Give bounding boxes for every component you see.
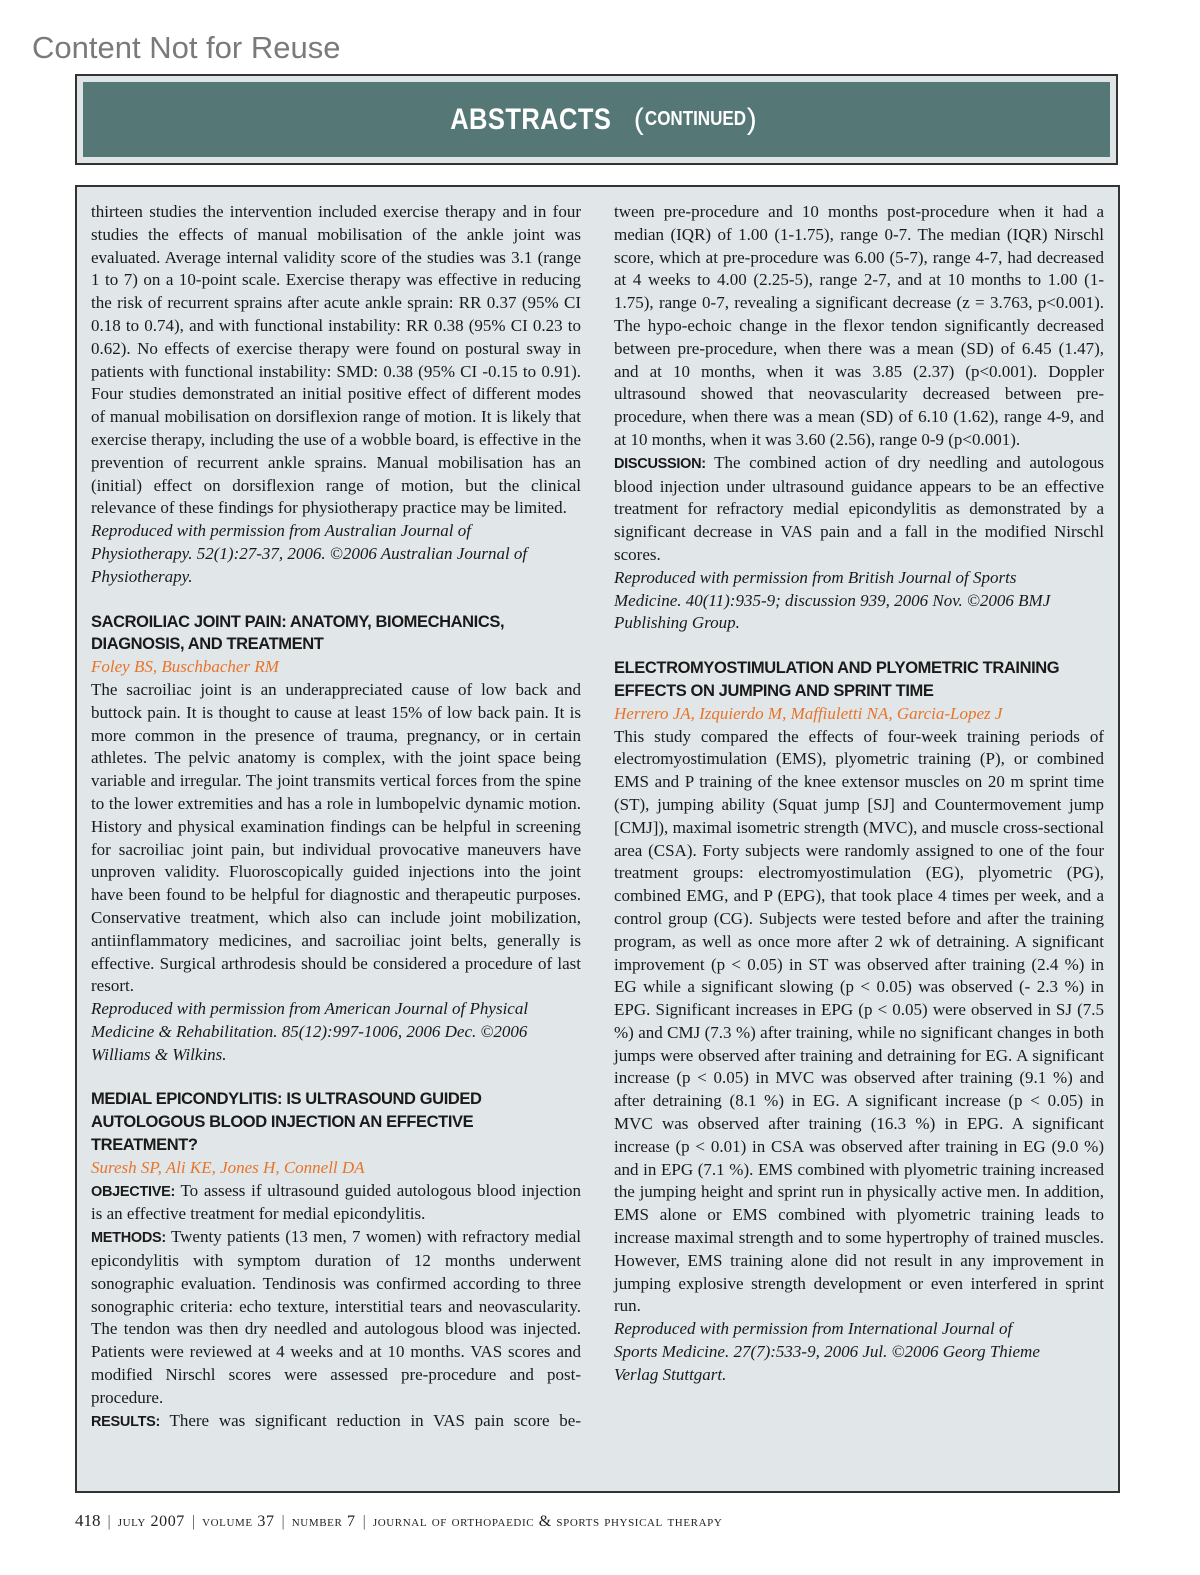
results-section — [91, 1410, 581, 1434]
issue-number: number 7 — [291, 1513, 356, 1530]
objective-section — [91, 1180, 581, 1227]
section-banner — [75, 74, 1118, 165]
citation: Reproduced with permission from Australian Journal of Physiotherapy. 52(1):27-37, 2006. ©2006 Australian Journal of Physiotherapy. — [91, 521, 528, 586]
article-sacroiliac — [91, 611, 581, 1067]
banner-title-text: ABSTRACTS — [450, 102, 612, 136]
article-body: The sacroiliac joint is an underappreciated cause of low back and buttock pain. It is thought to cause at least 15% of low back pain. It is more common in the presence of trauma, pregnancy, or in certain athletes. The pelvic anatomy is complex, with the joint space being variable and irregular. The joint transmits vertical forces from the spine to the lower extremities and has a role in lumbopelvic dynamic motion. History and physical examination findings can be helpful in screening for sacroiliac joint pain, but individual provocative maneuvers have unproven validity. Fluoroscopically guided injections into the joint have been found to be helpful for diagnostic and therapeutic purposes. Conservative treatment, which also can include joint mobilization, antiinflammatory medicines, and sacroiliac joint belts, generally is effective. Surgical arthrodesis should be considered a procedure of last resort. — [91, 679, 581, 996]
results-continued: tween pre-procedure and 10 months post-procedure when it had a median (IQR) of 1.00 (1-1.75), range 0-7. The median (IQR) Nirschl score, which at pre-procedure was 6.00 (5-7), range 4-7, had decreased at 4 weeks to 4.00 (2.25-5), range 2-7, and at 10 months to 1.00 (1-1.75), range 0-7, revealing a significant decrease (z = 3.763, p<0.001). The hypo-echoic change in the flexor tendon significantly decreased between pre-procedure, when there was a mean (SD) of 6.45 (1.47), and at 10 months, when it was 3.85 (2.37) (p<0.001). Doppler ultrasound showed that neovascularity decreased between pre-procedure, when there was a mean (SD) of 6.10 (1.62), range 4-9, and at 10 months, when it was 3.60 (2.56), range 0-9 (p<0.001). — [614, 202, 1104, 449]
results-label: RESULTS: — [91, 1413, 161, 1430]
methods-section — [91, 1226, 581, 1409]
citation: Reproduced with permission from International Journal of Sports Medicine. 27(7):533-9, 2006 Jul. ©2006 Georg Thieme Verlag Stuttgart. — [614, 1319, 1040, 1384]
methods-text: Twenty patients (13 men, 7 women) with refractory medial epicondylitis with symptom duration of 12 months underwent sonographic evaluation. Tendinosis was confirmed according to three sonographic criteria: echo texture, interstitial tears and neovascularity. The tendon was then dry needled and autologous blood was injected. Patients were reviewed at 4 weeks and at 10 months. VAS scores and modified Nirschl scores were assessed pre-procedure and post-procedure. — [91, 1227, 581, 1407]
volume: volume 37 — [202, 1513, 275, 1530]
journal-name: journal of orthopaedic & sports physical therapy — [372, 1513, 723, 1530]
article-authors: Suresh SP, Ali KE, Jones H, Connell DA — [91, 1157, 365, 1177]
article-title: ELECTROMYOSTIMULATION AND PLYOMETRIC TRAINING EFFECTS ON JUMPING AND SPRINT TIME — [614, 659, 1060, 700]
right-column — [614, 201, 1104, 1387]
issue-date: july 2007 — [117, 1513, 185, 1530]
continued-abstract-text: thirteen studies the intervention included exercise therapy and in four studies the effects of manual mobilisation of the ankle joint was evaluated. Average internal validity score of the studies was 3.1 (range 1 to 7) on a 10-point scale. Exercise therapy was effective in reducing the risk of recurrent sprains after acute ankle sprain: RR 0.37 (95% CI 0.18 to 0.74), and with functional instability: RR 0.38 (95% CI 0.23 to 0.62). No effects of exercise therapy were found on postural sway in patients with functional instability: SMD: 0.38 (95% CI -0.15 to 0.91). Four studies demonstrated an initial positive effect of different modes of manual mobilisation on dorsiflexion range of motion. It is likely that exercise therapy, including the use of a wobble board, is effective in the prevention of recurrent ankle sprains. Manual mobilisation has an (initial) effect on dorsiflexion range of motion, but the clinical relevance of these findings for physiotherapy practice may be limited. — [91, 202, 581, 518]
watermark: Content Not for Reuse — [32, 30, 341, 65]
abstracts-box — [75, 185, 1120, 1493]
discussion-label: DISCUSSION: — [614, 455, 706, 472]
methods-label: METHODS: — [91, 1230, 166, 1247]
discussion-section — [614, 452, 1104, 567]
discussion-text: The combined action of dry needling and autologous blood injection under ultrasound guidance appears to be an effective treatment for refractory medial epicondylitis as demonstrated by a significant decrease in VAS pain and a fall in the modified Nirschl scores. — [614, 452, 1104, 564]
article-body: This study compared the effects of four-week training periods of electromyostimulation (EMS), plyometric training (P), or combined EMS and P training of the knee extensor muscles on 20 m sprint time (ST), jumping ability (Squat jump [SJ] and Countermovement jump [CMJ]), maximal isometric strength (MVC), and muscle cross-sectional area (CSA). Forty subjects were randomly assigned to one of the four treatment groups: electromyostimulation (EG), plyometric (PG), combined EMG, and P (EPG), that took place 4 times per week, and a control group (CG). Subjects were tested before and after the training program, as well as once more after 2 wk of detraining. A significant improvement (p < 0.05) in ST was observed after training (2.4 %) in EG while a significant slowing (p < 0.05) was observed (- 2.3 %) in EPG. Significant increases in EPG (p < 0.05) were observed in SJ (7.5 %) and CMJ (7.3 %) after training, while no significant changes in both jumps were observed after training and detraining for EG. A significant increase (p < 0.05) in MVC was observed after training (9.1 %) and after detraining (8.1 %) in EG. A significant increase (p < 0.05) in MVC was observed after training (16.3 %) in EPG. A significant increase (p < 0.01) in CSA was observed after training in EG (9.0 %) and in EPG (7.1 %). EMS combined with plyometric training increased the jumping height and sprint run in physically active men. In addition, EMS alone or EMS combined with plyometric training leads to increase maximal strength and to some hypertrophy of trained muscles. However, EMS training alone did not result in any improvement in jumping explosive strength development or even interfered in sprint run. — [614, 726, 1104, 1316]
objective-text: To assess if ultrasound guided autologous blood injection is an effective treatment for medial epicondylitis. — [91, 1180, 581, 1224]
page-number: 418 — [75, 1511, 101, 1530]
article-authors: Foley BS, Buschbacher RM — [91, 657, 279, 677]
objective-label: OBJECTIVE: — [91, 1183, 176, 1200]
banner-title: ABSTRACTS ( CONTINUED ) — [83, 82, 1110, 157]
article-title: SACROILIAC JOINT PAIN: ANATOMY, BIOMECHANICS, DIAGNOSIS, AND TREATMENT — [91, 612, 505, 654]
article-electromyostimulation — [614, 657, 1104, 1387]
page-footer: 418 | july 2007 | volume 37 | number 7 | journal of orthopaedic & sports physical therapy — [75, 1511, 723, 1530]
citation: Reproduced with permission from British Journal of Sports Medicine. 40(11):935-9; discussion 939, 2006 Nov. ©2006 BMJ Publishing Group. — [614, 567, 1051, 633]
citation: Reproduced with permission from American Journal of Physical Medicine & Rehabilitation. 85(12):997-1006, 2006 Dec. ©2006 Williams & Wilkins. — [91, 999, 529, 1064]
article-title: MEDIAL EPICONDYLITIS: IS ULTRASOUND GUIDED AUTOLOGOUS BLOOD INJECTION AN EFFECTIVE TREATMENT? — [91, 1090, 482, 1155]
results-text: There was significant reduction in VAS pain score be- — [169, 1410, 581, 1430]
banner-subtitle: CONTINUED — [644, 108, 746, 130]
left-column — [91, 201, 581, 1433]
article-authors: Herrero JA, Izquierdo M, Maffiuletti NA, Garcia-Lopez J — [614, 703, 1003, 723]
article-epicondylitis — [91, 1088, 581, 1433]
